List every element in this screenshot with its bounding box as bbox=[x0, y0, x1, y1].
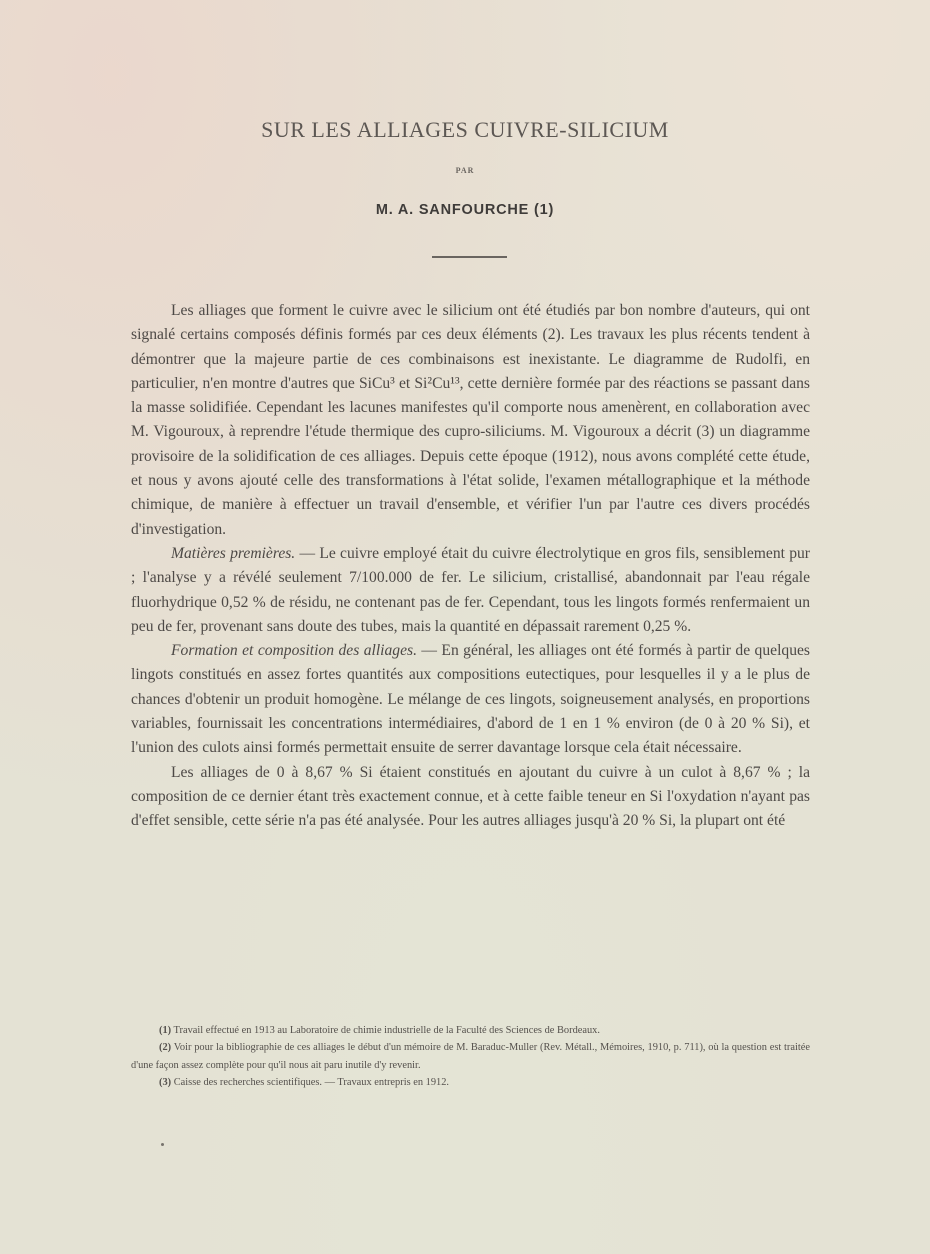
footnote-1-text: Travail effectué en 1913 au Laboratoire de chimie industrielle de la Faculté des Sciences de Bordeaux. bbox=[171, 1025, 600, 1036]
title-divider bbox=[432, 256, 507, 258]
paragraph-matieres bbox=[131, 542, 810, 639]
footnote-3 bbox=[131, 1074, 810, 1091]
author-name: M. A. SANFOURCHE (1) bbox=[375, 202, 555, 218]
footnotes bbox=[131, 1022, 810, 1091]
byline-par: PAR bbox=[455, 166, 475, 175]
footnote-1-number: (1) bbox=[159, 1025, 172, 1036]
section-lead-matieres: Matières premières. bbox=[171, 544, 296, 562]
footnote-3-text: Caisse des recherches scientifiques. — Travaux entrepris en 1912. bbox=[171, 1076, 450, 1088]
article-body bbox=[131, 299, 810, 834]
paragraph-formation-text: — En général, les alliages ont été formés à partir de quelques lingots constitués en assez fortes quantités aux compositions eutectiques, pour lesquelles il y a le plus de chances d'obtenir un produit homogène. Le mélange de ces lingots, soigneusement analysés, en proportions variables, fournissait les concentrations intermédiaires, d'abord de 1 en 1 % environ (de 0 à 20 % Si), et l'union des culots ainsi formés permettait ensuite de serrer davantage lorsque cela était nécessaire. bbox=[131, 642, 810, 757]
paragraph-formation bbox=[131, 639, 810, 760]
footnote-2-number: (2) bbox=[159, 1042, 172, 1054]
paragraph-matieres-text: — Le cuivre employé était du cuivre électrolytique en gros fils, sensiblement pur ; l'analyse y a révélé seulement 7/100.000 de fer. Le silicium, cristallisé, abandonnait par l'eau régale fluorhydrique 0,52 % de résidu, ne contenant pas de fer. Cependant, tous les lingots formés renfermaient un peu de fer, provenant sans doute des tubes, mais la quantité en dépassait rarement 0,25 %. bbox=[131, 544, 810, 635]
article-title: SUR LES ALLIAGES CUIVRE-SILICIUM bbox=[261, 117, 669, 142]
footnote-1 bbox=[131, 1022, 810, 1039]
footnote-3-number: (3) bbox=[159, 1076, 172, 1088]
paragraph-alliages: Les alliages de 0 à 8,67 % Si étaient constitués en ajoutant du cuivre à un culot à 8,67 % ; la composition de ce dernier étant très exactement connue, et à cette faible teneur en Si l'oxydation n'ayant pas d'effet sensible, cette série n'a pas été analysée. Pour les autres alliages jusqu'à 20 % Si, la plupart ont été bbox=[131, 763, 810, 830]
paper-speck bbox=[161, 1143, 164, 1146]
paragraph-intro: Les alliages que forment le cuivre avec le silicium ont été étudiés par bon nombre d'auteurs, qui ont signalé certains composés définis formés par ces deux éléments (2). Les travaux les plus récents tendent à démontrer que la majeure partie de ces combinaisons est inexistante. Le diagramme de Rudolfi, en particulier, n'en montre d'autres que SiCu³ et Si²Cu¹³, cette dernière formée par des réactions se passant dans la masse solidifiée. Cependant les lacunes manifestes qu'il comporte nous amenèrent, en collaboration avec M. Vigouroux, à reprendre l'étude thermique des cupro-siliciums. M. Vigouroux a décrit (3) un diagramme provisoire de la solidification de ces alliages. Depuis cette époque (1912), nous avons complété cette étude, et nous y avons ajouté celle des transformations à l'état solide, l'examen métallographique et la méthode chimique, de manière à effectuer un travail d'ensemble, et vérifier l'un par l'autre ces divers procédés d'investigation. bbox=[131, 302, 810, 538]
footnote-2 bbox=[131, 1039, 810, 1074]
footnote-2-text: Voir pour la bibliographie de ces alliages le début d'un mémoire de M. Baraduc-Muller (Rev. Métall., Mémoires, 1910, p. 711), où la question est traitée d'une façon assez complète pour qu'il nous ait paru inutile d'y revenir. bbox=[131, 1042, 810, 1071]
section-lead-formation: Formation et composition des alliages. bbox=[171, 642, 417, 660]
